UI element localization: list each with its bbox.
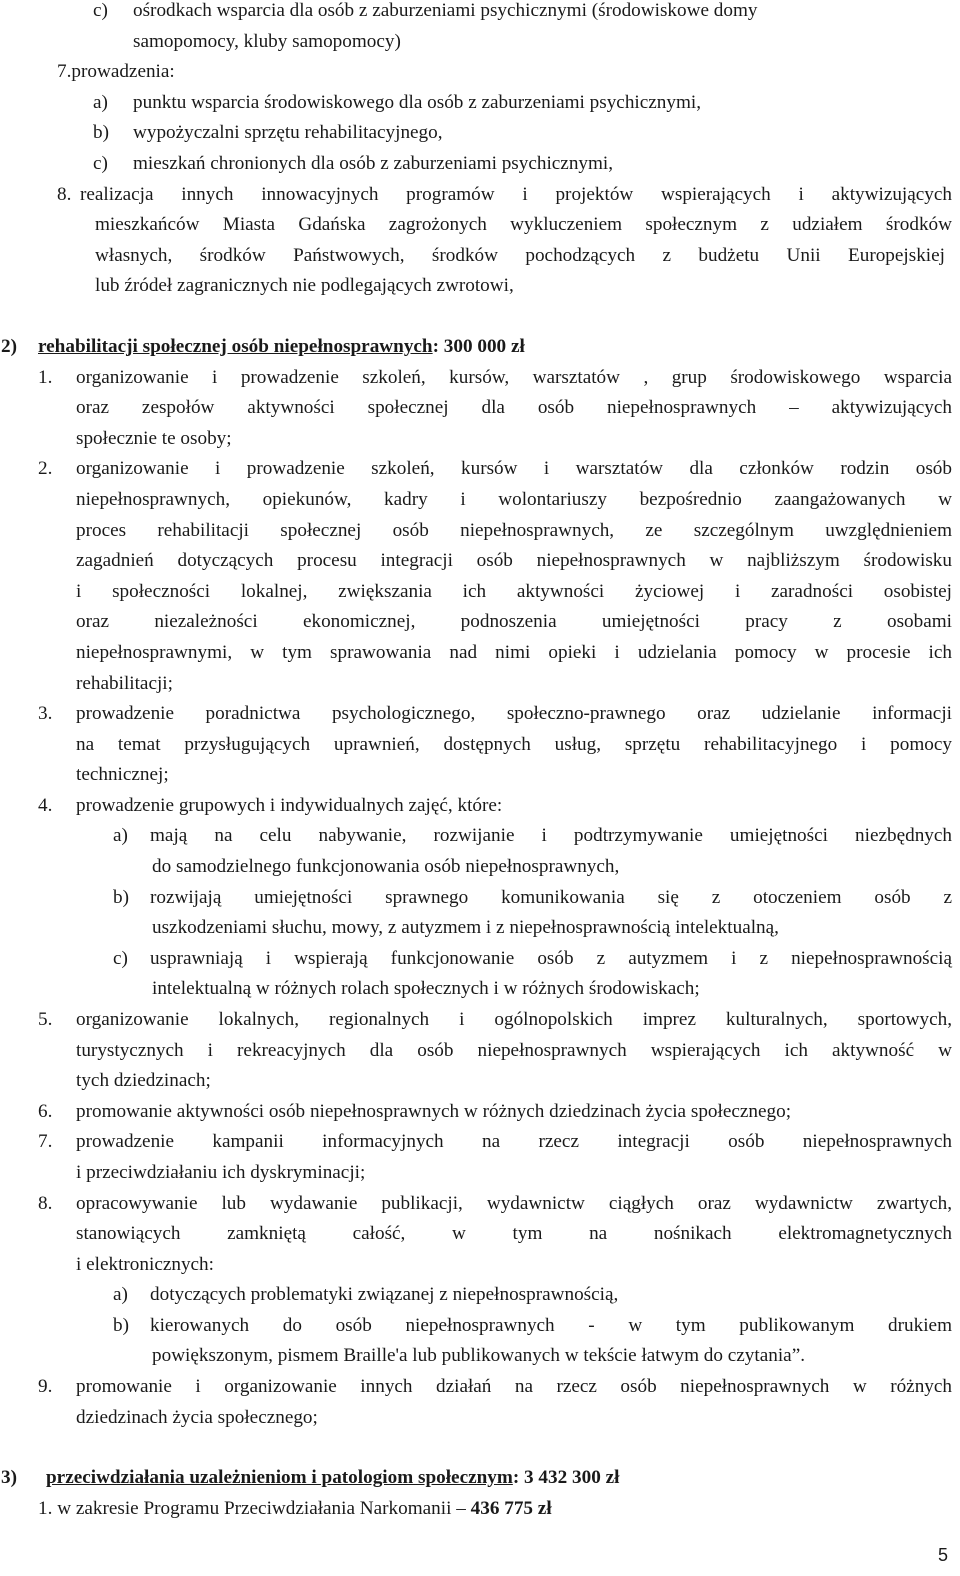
list-item: c) usprawniają i wspierają funkcjonowanie osób z autyzmem i z niepełnosprawnością: [113, 948, 952, 969]
text-line: 7.prowadzenia:: [57, 61, 175, 82]
text-line: niepełnosprawnych, opiekunów, kadry i wolontariuszy bezpośrednio zaangażowanych w: [76, 489, 952, 510]
text-line: na temat przysługujących uprawnień, dostępnych usług, sprzętu rehabilitacyjnego i pomocy: [76, 734, 952, 755]
text-line: własnych, środków Państwowych, środków pochodzących z budżetu Unii Europejskiej: [95, 245, 945, 266]
text-line: zagadnień dotyczących procesu integracji osób niepełnosprawnych w najbliższym środowisku: [76, 550, 952, 571]
text-line: i społeczności lokalnej, zwiększania ich aktywności życiowej i zaradności osobistej: [76, 581, 952, 602]
list-item: 9. promowanie i organizowanie innych działań na rzecz osób niepełnosprawnych w różnych: [38, 1376, 952, 1397]
text-line: oraz niezależności ekonomicznej, podnoszenia umiejętności pracy z osobami: [76, 611, 952, 632]
text-line: mieszkańców Miasta Gdańska zagrożonych wykluczeniem społecznym z udziałem środków: [95, 214, 952, 235]
list-item: 8. opracowywanie lub wydawanie publikacji, wydawnictw ciągłych oraz wydawnictw zwartych,: [38, 1193, 952, 1214]
list-item: b) kierowanych do osób niepełnosprawnych - w tym publikowanym drukiem: [113, 1315, 952, 1336]
text-line: oraz zespołów aktywności społecznej dla osób niepełnosprawnych – aktywizujących: [76, 397, 952, 418]
page-number: 5: [938, 1545, 949, 1565]
list-item: 8. realizacja innych innowacyjnych programów i projektów wspierających i aktywizujących: [57, 184, 952, 205]
text-line: i elektronicznych:: [76, 1254, 214, 1275]
list-item: 6. promowanie aktywności osób niepełnosprawnych w różnych dziedzinach życia społecznego;: [38, 1101, 792, 1122]
text-line: lub źródeł zagranicznych nie podlegających zwrotowi,: [95, 275, 514, 296]
list-item: 3. prowadzenie poradnictwa psychologicznego, społeczno-prawnego oraz udzielanie informacji: [38, 703, 952, 724]
text-line: technicznej;: [76, 764, 169, 785]
list-item: 5. organizowanie lokalnych, regionalnych i ogólnopolskich imprez kulturalnych, sportowych,: [38, 1009, 952, 1030]
text-line: powiększonym, pismem Braille'a lub publikowanych w tekście łatwym do czytania”.: [152, 1345, 806, 1366]
section-heading: 2) rehabilitacji społecznej osób niepełnosprawnych: 300 000 zł: [1, 336, 525, 357]
list-item: b) rozwijają umiejętności sprawnego komunikowania się z otoczeniem osób z: [113, 887, 952, 908]
list-item: b) wypożyczalni sprzętu rehabilitacyjnego,: [93, 122, 443, 143]
list-item: a) dotyczących problematyki związanej z niepełnosprawnością,: [113, 1284, 619, 1305]
list-item: a) mają na celu nabywanie, rozwijanie i podtrzymywanie umiejętności niezbędnych: [113, 825, 952, 846]
text-line: proces rehabilitacji społecznej osób niepełnosprawnych, ze szczególnym uwzględnieniem: [76, 520, 952, 541]
section-heading: 3) przeciwdziałania uzależnieniom i patologiom społecznym: 3 432 300 zł: [1, 1467, 620, 1488]
list-item: 1. w zakresie Programu Przeciwdziałania Narkomanii – 436 775 zł: [38, 1498, 552, 1519]
text-line: do samodzielnego funkcjonowania osób niepełnosprawnych,: [152, 856, 620, 877]
list-item: 1. organizowanie i prowadzenie szkoleń, kursów, warsztatów , grup środowiskowego wsparcia: [38, 367, 952, 388]
list-item: 2. organizowanie i prowadzenie szkoleń, kursów i warsztatów dla członków rodzin osób: [38, 458, 952, 479]
text-line: turystycznych i rekreacyjnych dla osób niepełnosprawnych wspierających ich aktywność w: [76, 1040, 952, 1061]
text-line: stanowiących zamkniętą całość, w tym na nośnikach elektromagnetycznych: [76, 1223, 952, 1244]
list-item: a) punktu wsparcia środowiskowego dla osób z zaburzeniami psychicznymi,: [93, 92, 702, 113]
text-line: samopomocy, kluby samopomocy): [133, 31, 401, 52]
text-line: intelektualną w różnych rolach społecznych i w różnych środowiskach;: [152, 978, 700, 999]
text-line: niepełnosprawnymi, w tym sprawowania nad nimi opieki i udzielania pomocy w procesie ich: [76, 642, 952, 663]
list-item: c) mieszkań chronionych dla osób z zaburzeniami psychicznymi,: [93, 153, 614, 174]
text-line: rehabilitacji;: [76, 673, 173, 694]
list-item: c) ośrodkach wsparcia dla osób z zaburzeniami psychicznymi (środowiskowe domy: [93, 0, 758, 21]
text-line: i przeciwdziałaniu ich dyskryminacji;: [76, 1162, 366, 1183]
list-item: 4. prowadzenie grupowych i indywidualnych zajęć, które:: [38, 795, 503, 816]
text-line: uszkodzeniami słuchu, mowy, z autyzmem i z niepełnosprawnością intelektualną,: [152, 917, 779, 938]
list-item: 7. prowadzenie kampanii informacyjnych na rzecz integracji osób niepełnosprawnych: [38, 1131, 952, 1152]
text-line: tych dziedzinach;: [76, 1070, 211, 1091]
text-line: dziedzinach życia społecznego;: [76, 1407, 318, 1428]
text-line: społecznie te osoby;: [76, 428, 232, 449]
